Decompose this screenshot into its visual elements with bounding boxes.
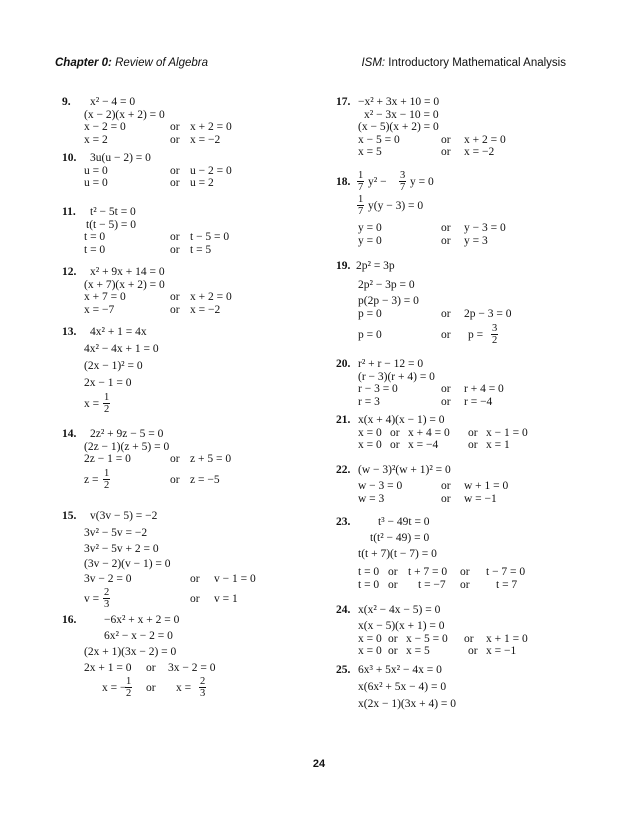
equation: (2x + 1)(3x − 2) = 0 bbox=[84, 646, 177, 658]
problem-13 bbox=[62, 326, 317, 428]
equation: x = 0 bbox=[358, 645, 382, 657]
equation: (x + 7)(x + 2) = 0 bbox=[84, 278, 165, 291]
problem-11 bbox=[62, 206, 317, 266]
problem-25 bbox=[336, 664, 576, 714]
equation: 2p − 3 = 0 bbox=[464, 308, 512, 320]
or-label: or bbox=[170, 474, 180, 486]
fraction: $\frac{3}{2}$ bbox=[492, 323, 498, 346]
equation: x − 5 = 0 bbox=[406, 632, 448, 645]
equation: t = 0 bbox=[358, 578, 380, 591]
equation: t − 7 = 0 bbox=[486, 566, 526, 578]
problem-number: 11. bbox=[62, 206, 76, 218]
or-label: or bbox=[441, 308, 451, 320]
book-label: ISM: bbox=[361, 57, 386, 69]
equation: x = −7 bbox=[84, 303, 115, 316]
equation: u − 2 = 0 bbox=[190, 164, 232, 177]
or-label: or bbox=[460, 578, 470, 591]
equation: 3v² − 5v + 2 = 0 bbox=[84, 543, 159, 555]
equation: u = 0 bbox=[84, 164, 108, 177]
or-label: or bbox=[468, 439, 478, 451]
equation: u = 2 bbox=[190, 177, 214, 189]
equation: 2z − 1 = 0 bbox=[84, 453, 131, 465]
page-header bbox=[55, 57, 566, 73]
or-label: or bbox=[390, 439, 400, 451]
equation: x + 7 = 0 bbox=[84, 291, 126, 303]
equation: y(y − 3) = 0 bbox=[368, 200, 424, 212]
problem-9 bbox=[62, 96, 317, 152]
problem-20 bbox=[336, 358, 576, 414]
problem-number: 13. bbox=[62, 326, 77, 338]
equation: (r − 3)(r + 4) = 0 bbox=[358, 370, 435, 383]
equation: x = 0 bbox=[358, 632, 382, 645]
problem-number: 18. bbox=[336, 176, 351, 188]
book-title: Introductory Mathematical Analysis bbox=[388, 57, 566, 69]
problem-23 bbox=[336, 516, 576, 604]
equation: t = −7 bbox=[418, 578, 446, 591]
equation: x = −2 bbox=[464, 146, 495, 158]
equation: t = 0 bbox=[358, 566, 380, 578]
equation: t² − 5t = 0 bbox=[90, 206, 136, 218]
equation: u = 0 bbox=[84, 177, 108, 189]
chapter-label: Chapter 0: bbox=[55, 57, 112, 69]
equation: w − 3 = 0 bbox=[358, 480, 403, 492]
problem-number: 19. bbox=[336, 260, 351, 272]
equation: x + 2 = 0 bbox=[464, 133, 506, 146]
equation: t(t² − 49) = 0 bbox=[370, 532, 430, 544]
problem-number: 21. bbox=[336, 414, 351, 426]
equation: z = −5 bbox=[190, 474, 220, 486]
equation: y = 0 bbox=[358, 234, 382, 247]
equation: x = 0 bbox=[358, 426, 382, 439]
or-label: or bbox=[170, 453, 180, 465]
fraction: $\frac{3}{7}$ bbox=[400, 170, 406, 193]
problem-number: 25. bbox=[336, 664, 351, 676]
equation: v(3v − 5) = −2 bbox=[90, 510, 158, 522]
equation: (x − 5)(x + 2) = 0 bbox=[358, 121, 439, 133]
equation: x(x + 4)(x − 1) = 0 bbox=[358, 414, 445, 426]
equation: x = 2 bbox=[84, 133, 108, 146]
equation: x + 4 = 0 bbox=[408, 426, 450, 439]
or-label: or bbox=[388, 645, 398, 657]
or-label: or bbox=[170, 121, 180, 133]
equation-lhs: x = bbox=[176, 682, 192, 694]
equation: x(2x − 1)(3x + 4) = 0 bbox=[358, 698, 457, 710]
equation: −6x² + x + 2 = 0 bbox=[104, 614, 180, 626]
fraction: $\frac{1}{2}$ bbox=[126, 676, 132, 699]
or-label: or bbox=[464, 632, 474, 645]
equation: y = 0 bbox=[358, 222, 382, 234]
or-label: or bbox=[170, 177, 180, 189]
equation: (2x − 1)² = 0 bbox=[84, 360, 143, 372]
equation: t + 7 = 0 bbox=[408, 566, 448, 578]
equation: p = 0 bbox=[358, 308, 382, 320]
or-label: or bbox=[441, 395, 451, 408]
chapter-title: Review of Algebra bbox=[115, 57, 208, 69]
problem-number: 10. bbox=[62, 152, 77, 164]
or-label: or bbox=[146, 682, 156, 694]
equation: x = −2 bbox=[190, 133, 221, 146]
or-label: or bbox=[190, 573, 200, 585]
equation: t(t − 5) = 0 bbox=[86, 218, 137, 231]
equation: y = 0 bbox=[410, 176, 434, 188]
equation: (w − 3)²(w + 1)² = 0 bbox=[358, 464, 451, 476]
equation: w + 1 = 0 bbox=[464, 480, 509, 492]
problem-15 bbox=[62, 510, 317, 614]
equation: v = 1 bbox=[214, 593, 238, 605]
or-label: or bbox=[170, 133, 180, 146]
problem-17 bbox=[336, 96, 576, 170]
equation: x = 5 bbox=[358, 146, 382, 158]
equation: (x − 2)(x + 2) = 0 bbox=[84, 108, 165, 121]
equation: (3v − 2)(v − 1) = 0 bbox=[84, 558, 171, 570]
equation: r² + r − 12 = 0 bbox=[358, 358, 424, 370]
or-label: or bbox=[441, 383, 451, 395]
equation: x = −1 bbox=[486, 645, 517, 657]
problem-14 bbox=[62, 428, 317, 510]
chapter-heading bbox=[55, 57, 208, 69]
equation: x(x² − 4x − 5) = 0 bbox=[358, 604, 441, 616]
problem-number: 14. bbox=[62, 428, 77, 440]
left-column bbox=[62, 96, 317, 704]
equation: z + 5 = 0 bbox=[190, 453, 232, 465]
problem-10 bbox=[62, 152, 317, 206]
fraction: $\frac{2}{3}$ bbox=[200, 676, 206, 699]
equation: t(t + 7)(t − 7) = 0 bbox=[358, 548, 437, 560]
equation: t = 5 bbox=[190, 243, 212, 256]
equation-lhs: z = bbox=[84, 474, 99, 486]
problem-number: 15. bbox=[62, 510, 77, 522]
problem-16 bbox=[62, 614, 317, 704]
problem-number: 12. bbox=[62, 266, 77, 278]
equation: y = 3 bbox=[464, 234, 488, 247]
equation: (2z − 1)(z + 5) = 0 bbox=[84, 440, 170, 453]
or-label: or bbox=[468, 645, 478, 657]
right-column bbox=[336, 96, 576, 714]
equation: t = 0 bbox=[84, 231, 106, 243]
equation: x − 5 = 0 bbox=[358, 133, 400, 146]
problem-19 bbox=[336, 260, 576, 358]
problem-number: 22. bbox=[336, 464, 351, 476]
equation: x − 1 = 0 bbox=[486, 426, 528, 439]
book-heading bbox=[361, 57, 566, 69]
equation: w = 3 bbox=[358, 492, 385, 505]
fraction: $\frac{1}{2}$ bbox=[104, 468, 110, 491]
equation: 2x − 1 = 0 bbox=[84, 377, 132, 389]
equation: 3v − 2 = 0 bbox=[84, 573, 132, 585]
equation: 4x² + 1 = 4x bbox=[90, 326, 147, 338]
or-label: or bbox=[460, 566, 470, 578]
page-number: 24 bbox=[312, 758, 326, 770]
equation: x² + 9x + 14 = 0 bbox=[90, 266, 165, 278]
equation: x + 2 = 0 bbox=[190, 121, 232, 133]
equation: 3v² − 5v = −2 bbox=[84, 527, 148, 539]
or-label: or bbox=[170, 303, 180, 316]
problem-18 bbox=[336, 170, 576, 260]
or-label: or bbox=[441, 480, 451, 492]
or-label: or bbox=[170, 164, 180, 177]
problem-number: 16. bbox=[62, 614, 77, 626]
equation: r − 3 = 0 bbox=[358, 383, 398, 395]
equation: x = −4 bbox=[408, 439, 439, 451]
equation: 3x − 2 = 0 bbox=[168, 662, 216, 674]
equation-lhs: p = bbox=[468, 329, 484, 341]
equation: y² − bbox=[368, 176, 387, 188]
equation: p = 0 bbox=[358, 329, 382, 341]
or-label: or bbox=[170, 231, 180, 243]
or-label: or bbox=[388, 566, 398, 578]
fraction: $\frac{2}{3}$ bbox=[104, 587, 110, 610]
equation: w = −1 bbox=[464, 492, 497, 505]
equation: y − 3 = 0 bbox=[464, 222, 506, 234]
equation: x(x − 5)(x + 1) = 0 bbox=[358, 620, 445, 632]
equation: x = 5 bbox=[406, 645, 430, 657]
equation: 2p² − 3p = 0 bbox=[358, 279, 415, 291]
problem-number: 23. bbox=[336, 516, 351, 528]
equation-lhs: x = − bbox=[102, 682, 127, 694]
equation: −x² + 3x + 10 = 0 bbox=[358, 96, 440, 108]
fraction: $\frac{1}{2}$ bbox=[104, 392, 110, 415]
equation: t − 5 = 0 bbox=[190, 231, 230, 243]
or-label: or bbox=[468, 426, 478, 439]
equation: x − 2 = 0 bbox=[84, 121, 126, 133]
or-label: or bbox=[388, 632, 398, 645]
equation: 2z² + 9z − 5 = 0 bbox=[90, 428, 164, 440]
equation: x = −2 bbox=[190, 303, 221, 316]
equation: x² − 3x − 10 = 0 bbox=[364, 108, 439, 121]
equation: v − 1 = 0 bbox=[214, 573, 256, 585]
equation-lhs: x = bbox=[84, 398, 100, 410]
equation: t = 7 bbox=[496, 578, 518, 591]
problem-21 bbox=[336, 414, 576, 464]
equation: x + 2 = 0 bbox=[190, 291, 232, 303]
or-label: or bbox=[441, 133, 451, 146]
problem-number: 24. bbox=[336, 604, 351, 616]
equation: t³ − 49t = 0 bbox=[378, 516, 430, 528]
equation: x² − 4 = 0 bbox=[90, 96, 136, 108]
equation: r + 4 = 0 bbox=[464, 383, 504, 395]
or-label: or bbox=[441, 234, 451, 247]
equation: 4x² − 4x + 1 = 0 bbox=[84, 343, 159, 355]
problem-22 bbox=[336, 464, 576, 516]
problem-number: 9. bbox=[62, 96, 71, 108]
equation: 2x + 1 = 0 bbox=[84, 662, 132, 674]
or-label: or bbox=[441, 329, 451, 341]
or-label: or bbox=[190, 593, 200, 605]
equation: x = 0 bbox=[358, 439, 382, 451]
or-label: or bbox=[441, 492, 451, 505]
equation-lhs: v = bbox=[84, 593, 100, 605]
equation: r = −4 bbox=[464, 395, 493, 408]
equation: t = 0 bbox=[84, 243, 106, 256]
equation: x + 1 = 0 bbox=[486, 632, 528, 645]
problem-number: 20. bbox=[336, 358, 351, 370]
or-label: or bbox=[146, 662, 156, 674]
equation: 2p² = 3p bbox=[356, 260, 395, 272]
equation: p(2p − 3) = 0 bbox=[358, 295, 419, 307]
or-label: or bbox=[170, 243, 180, 256]
equation: x = 1 bbox=[486, 439, 510, 451]
fraction: $\frac{1}{7}$ bbox=[358, 170, 364, 193]
equation: 6x³ + 5x² − 4x = 0 bbox=[358, 664, 442, 676]
or-label: or bbox=[170, 291, 180, 303]
problem-12 bbox=[62, 266, 317, 326]
fraction: $\frac{1}{7}$ bbox=[358, 194, 364, 217]
problem-number: 17. bbox=[336, 96, 351, 108]
equation: x(6x² + 5x − 4) = 0 bbox=[358, 681, 447, 693]
equation: r = 3 bbox=[358, 395, 380, 408]
problem-24 bbox=[336, 604, 576, 664]
or-label: or bbox=[390, 426, 400, 439]
or-label: or bbox=[441, 146, 451, 158]
or-label: or bbox=[441, 222, 451, 234]
or-label: or bbox=[388, 578, 398, 591]
equation: 6x² − x − 2 = 0 bbox=[104, 630, 173, 642]
equation: 3u(u − 2) = 0 bbox=[90, 152, 151, 164]
